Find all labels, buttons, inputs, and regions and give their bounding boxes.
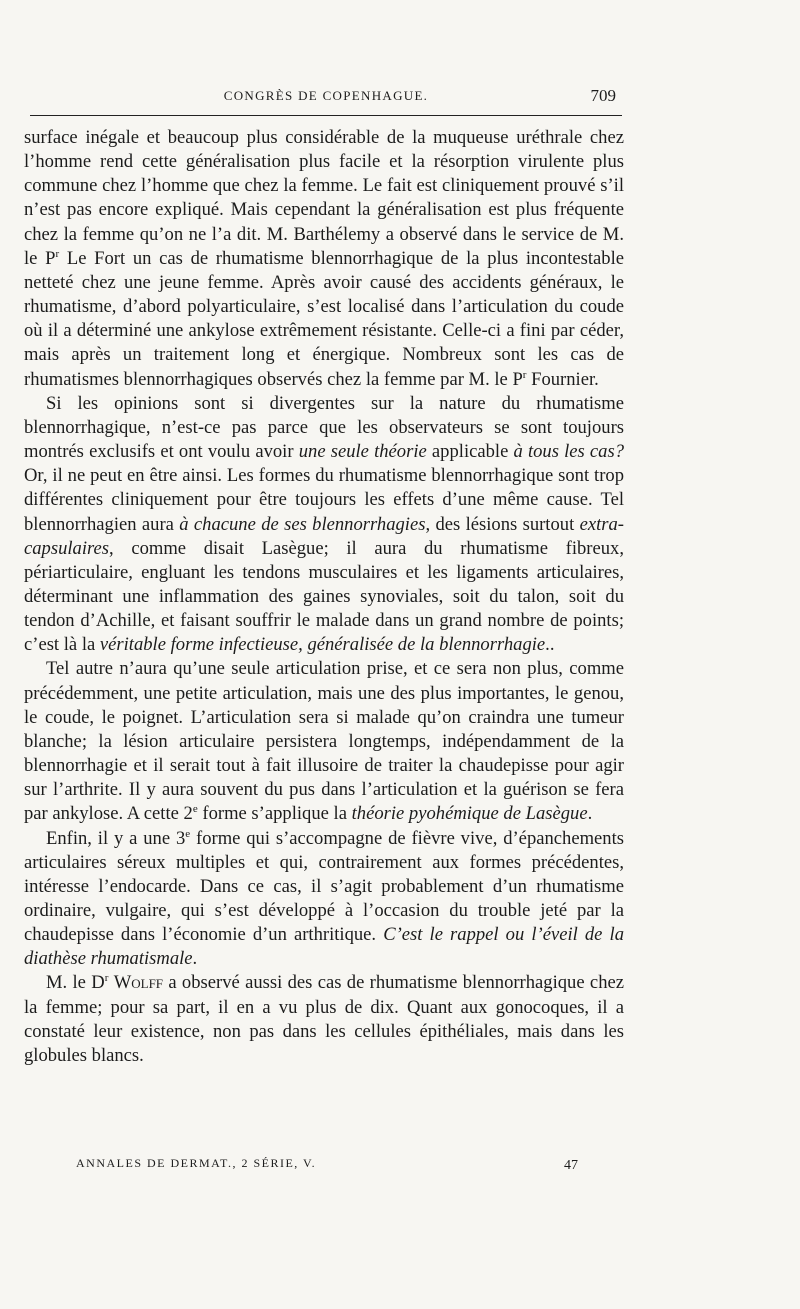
superscript: r (55, 247, 60, 260)
text-run: surface inégale et beaucoup plus considérable de la muqueuse uréthrale chez l’homme rend cette généralisation plus facile et la résorption virulente plus commune chez l’homme que chez la femme. Le fait est cliniquement prouvé s’il n’est pas encore expliqué. Mais cependant la généralisation est plus fréquente chez la femme qu’on ne l’a dit. M. Barthélemy a observé dans le service de M. le P (24, 127, 624, 269)
signature-number: 47 (564, 1158, 578, 1173)
text-run: Or, il ne peut en être ainsi. Les formes du rhumatisme blennorrhagique sont trop différentes cliniquement pour être toujours les effets d’une même cause. Tel blennorrhagien aura (24, 465, 624, 535)
text-run: Enfin, il y a une 3 (46, 827, 186, 849)
signature-mark: ANNALES DE DERMAT., 2 SÉRIE, V. (76, 1156, 317, 1170)
author-name: Wolff (113, 972, 164, 994)
italic-text: une seule théorie (298, 441, 427, 463)
text-run: . (192, 948, 198, 970)
paragraph (24, 126, 624, 392)
page-number: 709 (590, 86, 616, 105)
italic-text: C’est le rappel ou l’éveil de la diathèse rhumatismale (24, 924, 624, 970)
text-run: forme s’applique la (197, 803, 352, 825)
page-footer (24, 1150, 624, 1172)
text-run: a observé aussi des cas de rhumatisme blennorrhagique chez la femme; pour sa part, il en a vu plus de dix. Quant aux gonocoques, il a constaté leur existence, non pas dans les cellules épithéliales, mais dans les globules blancs. (24, 972, 624, 1066)
header-rule (30, 115, 622, 116)
italic-text: à tous les cas? (513, 441, 625, 463)
paragraph (24, 657, 624, 826)
text-run: Si les opinions sont si divergentes sur la nature du rhumatisme blennorrhagique, n’est-ce pas parce que les observateurs se sont toujours montrés exclusifs et ont voulu avoir (24, 392, 624, 463)
italic-text: théorie pyohémique de Lasègue (351, 803, 588, 825)
text-run: Tel autre n’aura qu’une seule articulation prise, et ce sera non plus, comme précédemment, une petite articulation, mais une des plus importantes, le genou, le coude, le poignet. L’articulation sera si malade qu’on craindra une tumeur blanche; la lésion articulaire persistera longtemps, indépendamment de la blennorrhagie et il serait tout à fait illusoire de traiter la chaudepisse pour agir sur l’arthrite. Il y aura souvent du pus dans l’articulation et la guérison se fera par ankylose. A cette 2 (24, 658, 624, 825)
text-run: M. le D (46, 972, 105, 994)
superscript: r (522, 368, 527, 381)
paragraph (24, 971, 624, 1068)
text-run: .. (545, 634, 555, 656)
paragraph (24, 392, 624, 658)
text-run: applicable (426, 441, 514, 463)
text-run: . (587, 803, 593, 825)
italic-text: véritable forme infectieuse, généralisée de la blennorrhagie (99, 634, 546, 656)
text-run: , des lésions surtout (425, 513, 580, 535)
text-run: Le Fort un cas de rhumatisme blennorrhagique de la plus incontestable netteté chez une jeune femme. Après avoir causé des accidents généraux, le rhumatisme, d’abord polyarticulaire, s’est localisé dans l’articulation du coude où il a déterminé une ankylose extrêmement résistante. Celle-ci a fini par céder, mais après un traitement long et énergique. Nombreux sont les cas de rhumatismes blennorrhagiques observés chez la femme par M. le P (24, 247, 624, 390)
running-title: CONGRÈS DE COPENHAGUE. (223, 88, 429, 103)
body-text (24, 126, 624, 1068)
text-run: Fournier. (526, 368, 599, 390)
text-run: , comme disait Lasègue; il aura du rhumatisme fibreux, périarticulaire, engluant les tendons musculaires et les ligaments articulaires, déterminant une inflammation des gaines synoviales, soit du talon, soit du tendon d’Achille, et faisant souffrir le malade dans un grand nombre de points; c’est là la (24, 537, 624, 656)
superscript: r (104, 972, 109, 985)
superscript: e (192, 803, 198, 816)
running-head (30, 86, 622, 110)
paragraph (24, 827, 624, 972)
italic-text: extra-capsulaires (24, 513, 624, 559)
superscript: e (185, 827, 191, 840)
italic-text: à chacune de ses blennorrhagies (179, 513, 426, 535)
text-run: forme qui s’accompagne de fièvre vive, d’épanchements articulaires séreux multiples et qui, contrairement aux formes précédentes, intéresse l’endocarde. Dans ce cas, il s’agit probablement d’un rhumatisme ordinaire, vulgaire, qui s’est développé à l’occasion du trouble jeté par la chaudepisse dans l’économie d’un arthritique. (24, 827, 625, 946)
